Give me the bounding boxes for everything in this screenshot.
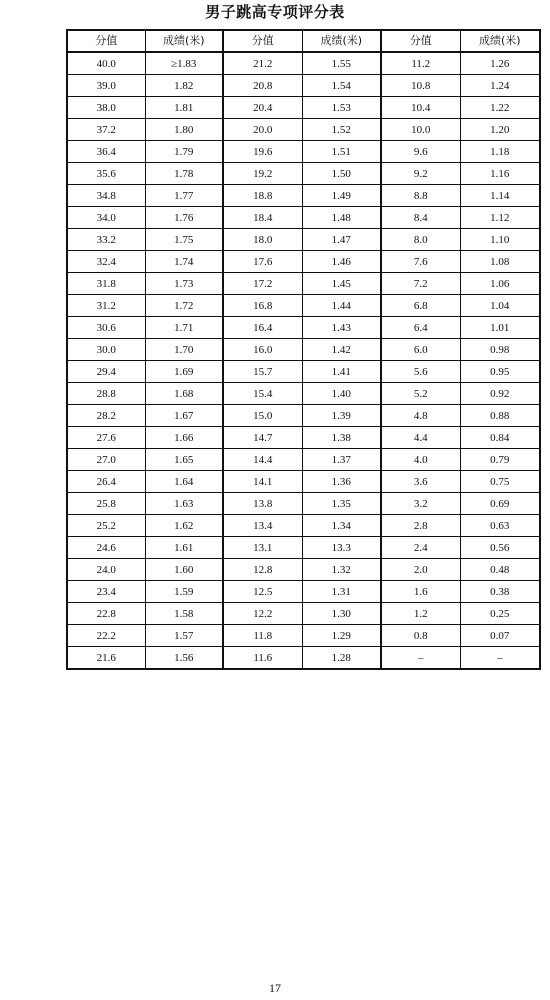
result-cell: 1.53 (302, 97, 381, 119)
result-cell: 1.01 (460, 317, 540, 339)
score-cell: 14.1 (223, 471, 302, 493)
table-row (67, 317, 540, 339)
result-cell: 1.40 (302, 383, 381, 405)
result-cell: 1.22 (460, 97, 540, 119)
score-cell: 35.6 (67, 163, 145, 185)
result-cell: 1.48 (302, 207, 381, 229)
result-cell: 1.06 (460, 273, 540, 295)
result-cell: 1.50 (302, 163, 381, 185)
header-score: 分值 (67, 30, 145, 52)
score-cell: 16.4 (223, 317, 302, 339)
result-cell: 0.48 (460, 559, 540, 581)
score-cell: 22.2 (67, 625, 145, 647)
result-cell: 1.26 (460, 52, 540, 75)
result-cell: 0.69 (460, 493, 540, 515)
result-cell: 0.95 (460, 361, 540, 383)
page-title: 男子跳高专项评分表 (205, 3, 345, 21)
result-cell: 1.80 (145, 119, 223, 141)
score-cell: 37.2 (67, 119, 145, 141)
result-cell: 1.28 (302, 647, 381, 670)
score-cell: 40.0 (67, 52, 145, 75)
result-cell: 1.52 (302, 119, 381, 141)
score-cell: 0.8 (381, 625, 460, 647)
score-cell: 6.4 (381, 317, 460, 339)
score-cell: 24.0 (67, 559, 145, 581)
score-cell: 14.7 (223, 427, 302, 449)
result-cell: 1.58 (145, 603, 223, 625)
score-cell: 2.8 (381, 515, 460, 537)
result-cell: 1.60 (145, 559, 223, 581)
result-cell: 1.08 (460, 251, 540, 273)
score-cell: 18.4 (223, 207, 302, 229)
result-cell: 1.56 (145, 647, 223, 670)
table-row (67, 339, 540, 361)
table-row (67, 471, 540, 493)
result-cell: 0.92 (460, 383, 540, 405)
result-cell: 1.39 (302, 405, 381, 427)
result-cell: 1.12 (460, 207, 540, 229)
score-cell: 17.2 (223, 273, 302, 295)
result-cell: 1.65 (145, 449, 223, 471)
score-cell: 15.4 (223, 383, 302, 405)
result-cell: 1.32 (302, 559, 381, 581)
score-cell: 6.0 (381, 339, 460, 361)
score-cell: 14.4 (223, 449, 302, 471)
result-cell: 1.29 (302, 625, 381, 647)
table-body (67, 52, 540, 669)
result-cell: 1.67 (145, 405, 223, 427)
score-cell: 16.8 (223, 295, 302, 317)
table-row (67, 493, 540, 515)
table-row (67, 207, 540, 229)
score-cell: 21.2 (223, 52, 302, 75)
score-cell: 16.0 (223, 339, 302, 361)
score-cell: 12.8 (223, 559, 302, 581)
table-header-row (67, 30, 540, 52)
result-cell: 1.82 (145, 75, 223, 97)
result-cell: 0.84 (460, 427, 540, 449)
score-cell: 3.6 (381, 471, 460, 493)
result-cell: 1.04 (460, 295, 540, 317)
table-row (67, 603, 540, 625)
result-cell: 1.41 (302, 361, 381, 383)
score-cell: 28.8 (67, 383, 145, 405)
score-cell: 9.6 (381, 141, 460, 163)
score-cell: 30.6 (67, 317, 145, 339)
result-cell: 1.38 (302, 427, 381, 449)
result-cell: 1.47 (302, 229, 381, 251)
score-cell: 11.6 (223, 647, 302, 670)
table-row (67, 647, 540, 670)
header-result: 成绩(米) (145, 30, 223, 52)
result-cell: 1.34 (302, 515, 381, 537)
result-cell: 1.54 (302, 75, 381, 97)
score-cell: 33.2 (67, 229, 145, 251)
table-row (67, 361, 540, 383)
table-row (67, 119, 540, 141)
table-row (67, 515, 540, 537)
result-cell: 1.14 (460, 185, 540, 207)
score-cell: 38.0 (67, 97, 145, 119)
result-cell: 0.07 (460, 625, 540, 647)
score-cell: 5.6 (381, 361, 460, 383)
result-cell: 0.79 (460, 449, 540, 471)
result-cell: 0.98 (460, 339, 540, 361)
table-row (67, 97, 540, 119)
table-row (67, 185, 540, 207)
score-cell: 23.4 (67, 581, 145, 603)
result-cell: 1.81 (145, 97, 223, 119)
result-cell: 1.45 (302, 273, 381, 295)
result-cell: 1.42 (302, 339, 381, 361)
table-row (67, 295, 540, 317)
score-cell: 4.4 (381, 427, 460, 449)
table-row (67, 163, 540, 185)
score-cell: 15.0 (223, 405, 302, 427)
score-cell: 7.2 (381, 273, 460, 295)
result-cell: 1.61 (145, 537, 223, 559)
score-cell: 9.2 (381, 163, 460, 185)
score-cell: 17.6 (223, 251, 302, 273)
score-cell: 11.8 (223, 625, 302, 647)
result-cell: 1.57 (145, 625, 223, 647)
result-cell: 1.70 (145, 339, 223, 361)
score-cell: 32.4 (67, 251, 145, 273)
table-row (67, 52, 540, 75)
table-row (67, 537, 540, 559)
table-row (67, 229, 540, 251)
result-cell: 1.16 (460, 163, 540, 185)
result-cell: 1.75 (145, 229, 223, 251)
score-cell: 27.0 (67, 449, 145, 471)
result-cell: 1.44 (302, 295, 381, 317)
result-cell: 1.62 (145, 515, 223, 537)
result-cell: – (460, 647, 540, 670)
table-row (67, 559, 540, 581)
score-cell: 18.8 (223, 185, 302, 207)
score-cell: 8.4 (381, 207, 460, 229)
result-cell: 1.63 (145, 493, 223, 515)
result-cell: 1.43 (302, 317, 381, 339)
result-cell: 1.64 (145, 471, 223, 493)
result-cell: 1.74 (145, 251, 223, 273)
result-cell: 0.56 (460, 537, 540, 559)
page-number: 17 (269, 981, 281, 995)
result-cell: 1.24 (460, 75, 540, 97)
score-cell: 26.4 (67, 471, 145, 493)
table-row (67, 581, 540, 603)
result-cell: 1.10 (460, 229, 540, 251)
score-cell: 12.2 (223, 603, 302, 625)
score-cell: 13.8 (223, 493, 302, 515)
result-cell: 1.76 (145, 207, 223, 229)
score-cell: 25.8 (67, 493, 145, 515)
score-cell: 10.8 (381, 75, 460, 97)
score-cell: 19.6 (223, 141, 302, 163)
table-row (67, 625, 540, 647)
header-result: 成绩(米) (460, 30, 540, 52)
score-cell: 3.2 (381, 493, 460, 515)
score-cell: 36.4 (67, 141, 145, 163)
result-cell: 0.63 (460, 515, 540, 537)
result-cell: 13.3 (302, 537, 381, 559)
result-cell: 0.25 (460, 603, 540, 625)
score-cell: 10.0 (381, 119, 460, 141)
table-row (67, 427, 540, 449)
score-cell: 5.2 (381, 383, 460, 405)
score-cell: 34.8 (67, 185, 145, 207)
table-row (67, 449, 540, 471)
score-cell: 6.8 (381, 295, 460, 317)
score-cell: 18.0 (223, 229, 302, 251)
score-cell: 22.8 (67, 603, 145, 625)
score-cell: 10.4 (381, 97, 460, 119)
score-cell: 39.0 (67, 75, 145, 97)
score-cell: 15.7 (223, 361, 302, 383)
score-cell: 2.0 (381, 559, 460, 581)
table-row (67, 251, 540, 273)
result-cell: 1.77 (145, 185, 223, 207)
score-cell: 13.1 (223, 537, 302, 559)
score-cell: 1.2 (381, 603, 460, 625)
table-row (67, 273, 540, 295)
score-cell: – (381, 647, 460, 670)
score-cell: 29.4 (67, 361, 145, 383)
score-cell: 34.0 (67, 207, 145, 229)
header-result: 成绩(米) (302, 30, 381, 52)
result-cell: 1.18 (460, 141, 540, 163)
result-cell: 0.38 (460, 581, 540, 603)
score-cell: 4.8 (381, 405, 460, 427)
score-cell: 24.6 (67, 537, 145, 559)
result-cell: 1.69 (145, 361, 223, 383)
score-cell: 8.0 (381, 229, 460, 251)
score-cell: 7.6 (381, 251, 460, 273)
score-cell: 11.2 (381, 52, 460, 75)
result-cell: 1.72 (145, 295, 223, 317)
result-cell: 1.79 (145, 141, 223, 163)
result-cell: 0.75 (460, 471, 540, 493)
score-cell: 1.6 (381, 581, 460, 603)
result-cell: 1.35 (302, 493, 381, 515)
header-score: 分值 (381, 30, 460, 52)
score-cell: 28.2 (67, 405, 145, 427)
score-cell: 20.0 (223, 119, 302, 141)
score-cell: 2.4 (381, 537, 460, 559)
score-table (66, 29, 541, 670)
result-cell: 1.37 (302, 449, 381, 471)
result-cell: 1.20 (460, 119, 540, 141)
score-cell: 27.6 (67, 427, 145, 449)
result-cell: 1.55 (302, 52, 381, 75)
score-cell: 31.2 (67, 295, 145, 317)
result-cell: 1.71 (145, 317, 223, 339)
score-cell: 8.8 (381, 185, 460, 207)
table-row (67, 75, 540, 97)
score-cell: 13.4 (223, 515, 302, 537)
score-cell: 20.8 (223, 75, 302, 97)
result-cell: 1.49 (302, 185, 381, 207)
result-cell: 1.31 (302, 581, 381, 603)
result-cell: 1.36 (302, 471, 381, 493)
score-cell: 20.4 (223, 97, 302, 119)
result-cell: 1.78 (145, 163, 223, 185)
score-cell: 4.0 (381, 449, 460, 471)
result-cell: 1.51 (302, 141, 381, 163)
score-cell: 30.0 (67, 339, 145, 361)
header-score: 分值 (223, 30, 302, 52)
score-cell: 19.2 (223, 163, 302, 185)
result-cell: ≥1.83 (145, 52, 223, 75)
result-cell: 1.66 (145, 427, 223, 449)
table-row (67, 383, 540, 405)
result-cell: 1.68 (145, 383, 223, 405)
result-cell: 1.30 (302, 603, 381, 625)
score-cell: 12.5 (223, 581, 302, 603)
score-cell: 31.8 (67, 273, 145, 295)
result-cell: 1.46 (302, 251, 381, 273)
table-row (67, 141, 540, 163)
table-row (67, 405, 540, 427)
score-cell: 21.6 (67, 647, 145, 670)
result-cell: 0.88 (460, 405, 540, 427)
score-cell: 25.2 (67, 515, 145, 537)
result-cell: 1.59 (145, 581, 223, 603)
result-cell: 1.73 (145, 273, 223, 295)
